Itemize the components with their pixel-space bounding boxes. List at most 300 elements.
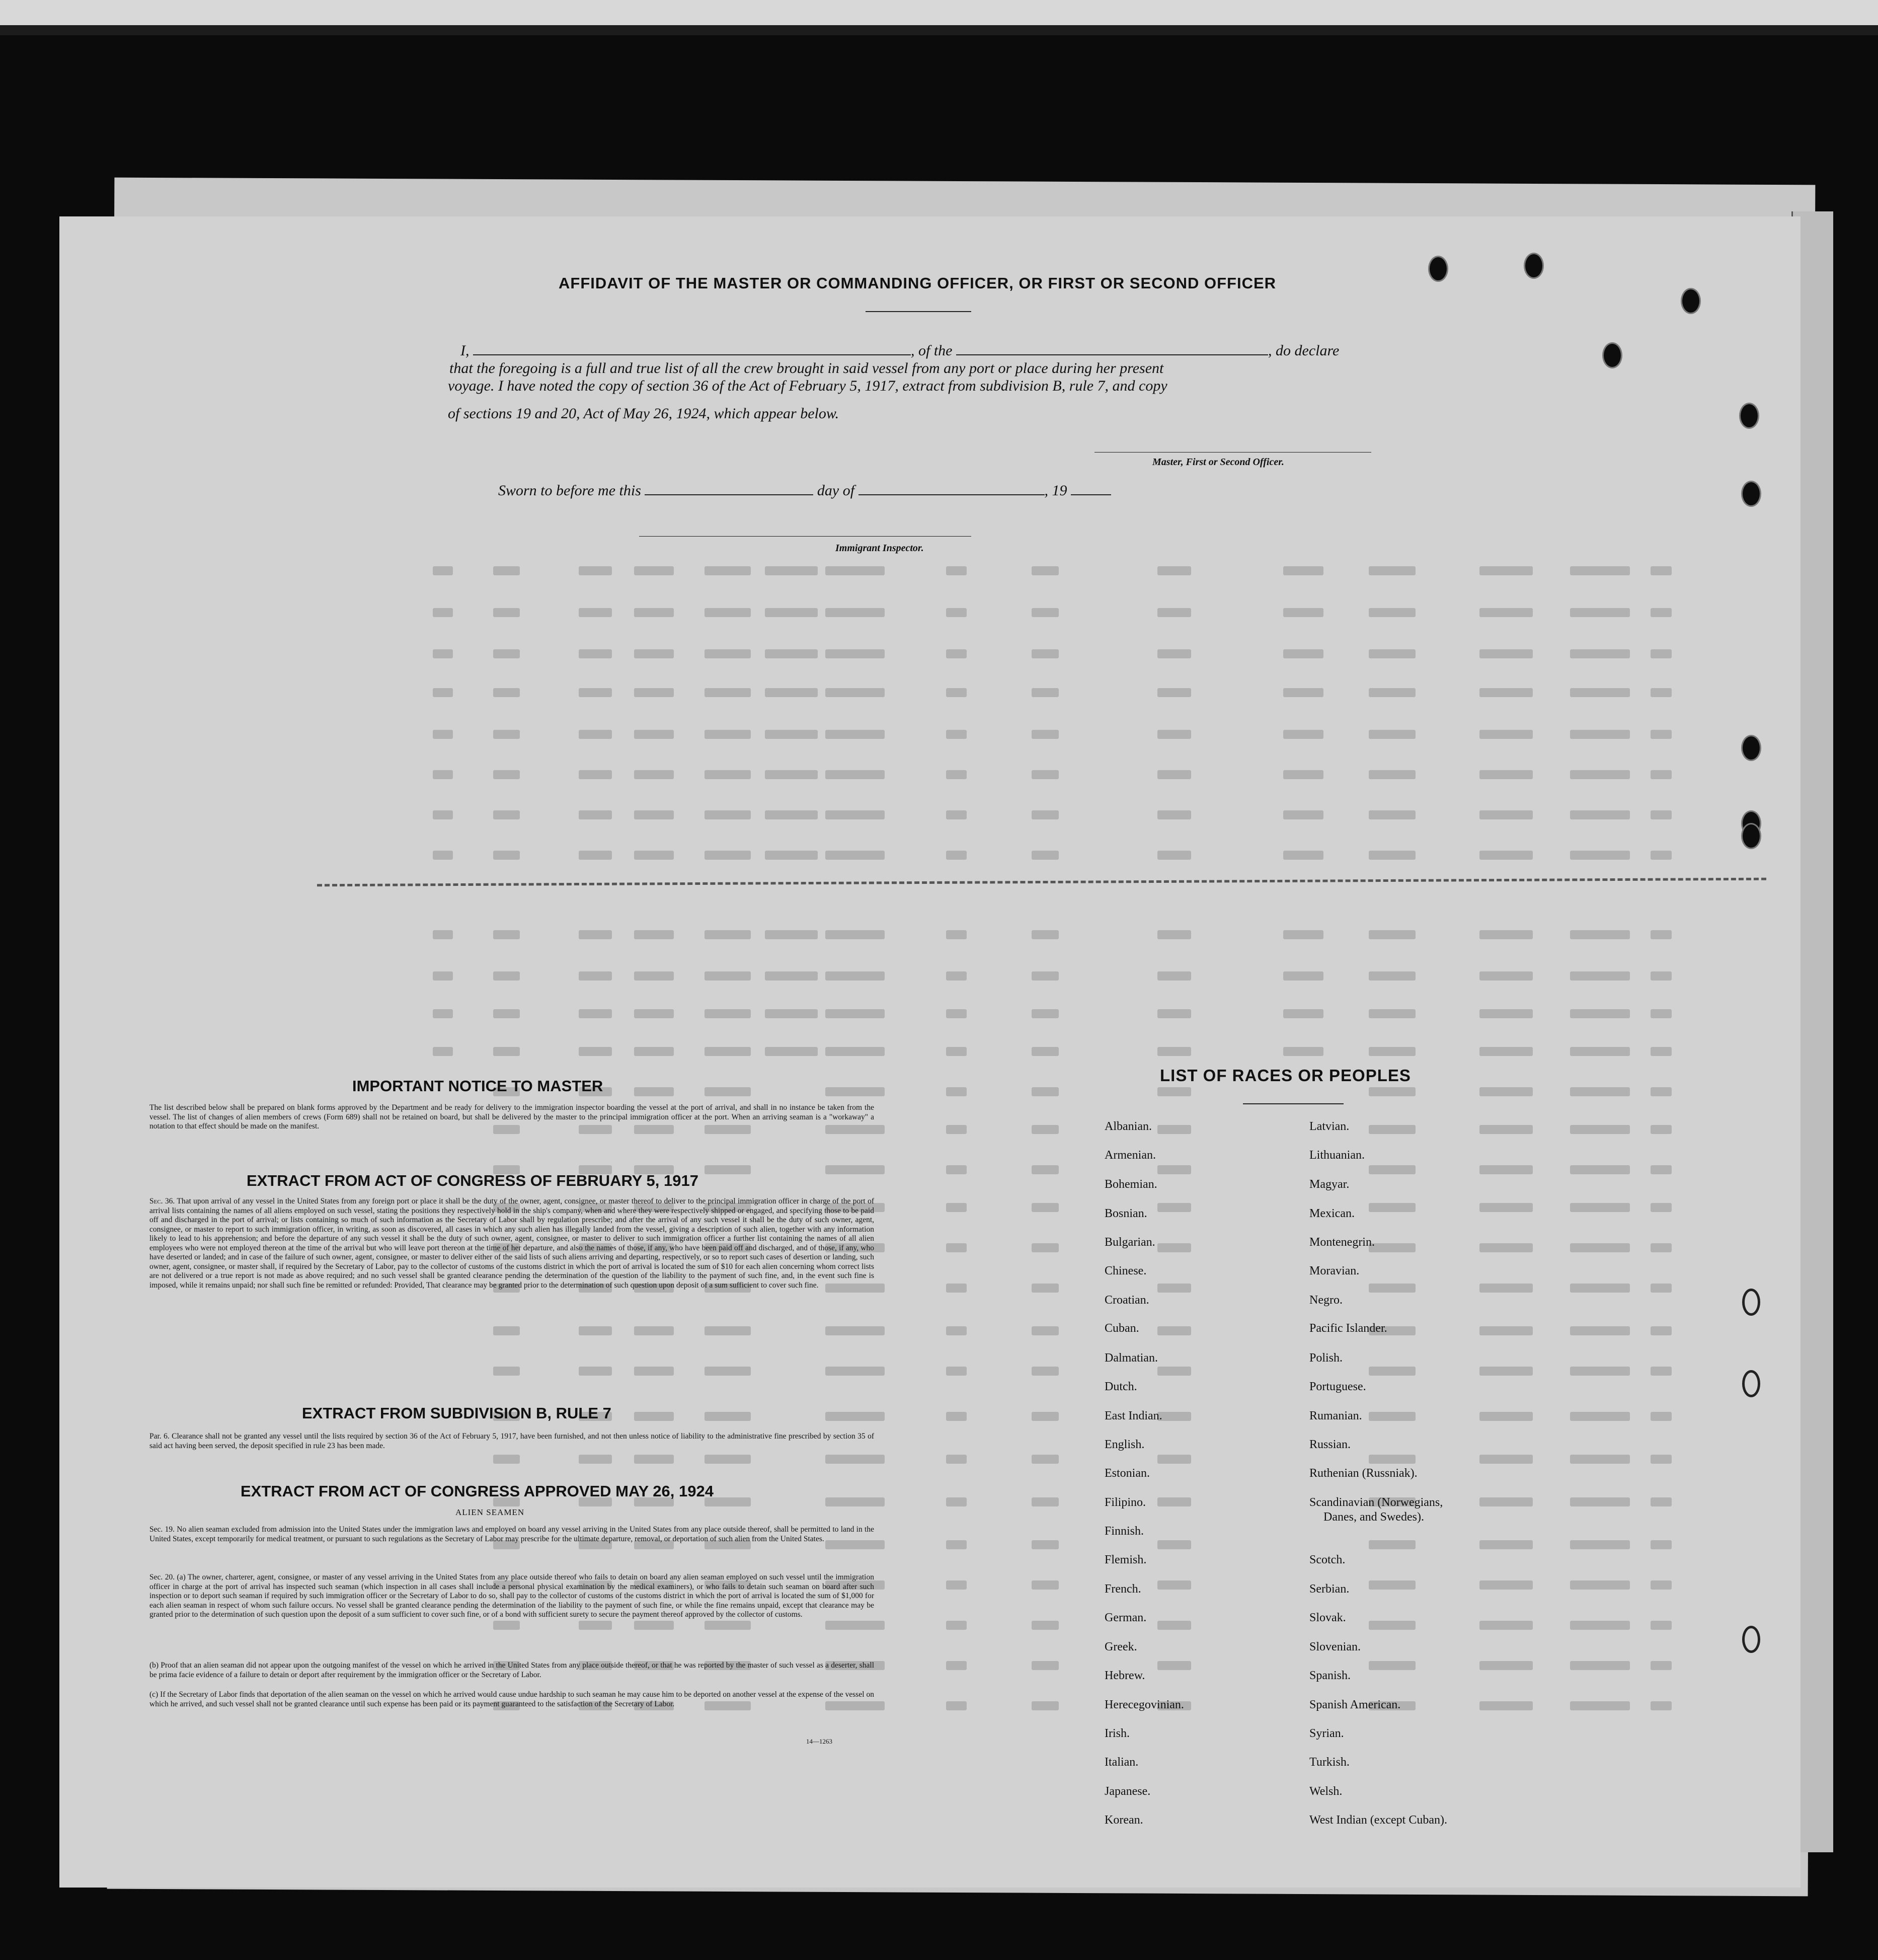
bleed-through-mark: [1283, 851, 1323, 860]
affidavit-of-the: , of the: [911, 342, 953, 359]
bleed-through-mark: [705, 1326, 751, 1335]
race-item: Spanish American.: [1309, 1698, 1401, 1711]
bleed-through-row: [393, 644, 1751, 664]
bleed-through-row: [393, 1321, 1751, 1341]
bleed-through-mark: [1032, 1580, 1059, 1590]
bleed-through-mark: [705, 608, 751, 617]
bleed-through-mark: [946, 971, 967, 981]
bleed-through-mark: [634, 1009, 674, 1018]
bleed-through-mark: [1283, 608, 1323, 617]
bleed-through-mark: [825, 1455, 885, 1464]
bleed-through-mark: [705, 1047, 751, 1056]
bleed-through-mark: [1651, 810, 1672, 819]
bleed-through-mark: [946, 1047, 967, 1056]
bleed-through-mark: [1651, 1580, 1672, 1590]
bleed-through-row: [393, 683, 1751, 703]
act-1924-sec20a: Sec. 20. (a) The owner, charterer, agent, consignee, or master of any vessel arriving in the United States from any place outside thereof who fails to detain on board any alien seaman employed on such vessel until the immigration officer in charge at the port of arrival has inspected such seaman (which inspection in all cases shall include a personal physical examination by the medical examiners), or who fails to detain such seaman on board after such inspection or to deport such seaman if required by such immigration officer or the Secretary of Labor to do so, shall pay to the collector of customs of the customs district in which the port of arrival is located the sum of $1,000 for each alien seaman in respect of whom such failure occurs. No vessel shall be granted clearance pending the determination of the liability to the payment of such fine, or while the fine remains unpaid, except that clearance may be granted prior to the determination of such question upon the deposit of a sum sufficient to cover such fine, or of a bond with sufficient surety to secure the payment thereof approved by the collector of customs.: [149, 1573, 874, 1619]
bleed-through-mark: [1570, 608, 1630, 617]
film-strip-shadow: [0, 25, 1878, 35]
bleed-through-mark: [634, 566, 674, 575]
bleed-through-mark: [1157, 1497, 1191, 1506]
bleed-through-mark: [1570, 1165, 1630, 1174]
race-item: Herecegovinian.: [1105, 1698, 1184, 1711]
race-item: Slovak.: [1309, 1611, 1346, 1624]
bleed-through-mark: [705, 851, 751, 860]
bleed-through-mark: [1157, 1009, 1191, 1018]
race-item: Lithuanian.: [1309, 1149, 1365, 1162]
bleed-through-mark: [1570, 851, 1630, 860]
bleed-through-mark: [1479, 1243, 1533, 1252]
race-item: Russian.: [1309, 1438, 1351, 1451]
race-item: Albanian.: [1105, 1120, 1152, 1133]
rule7-body: Par. 6. Clearance shall not be granted any vessel until the lists required by section 36 of the Act of February 5, 1917, have been furnished, and not then unless notice of liability to the administrative fine prescribed by section 35 of said act having been served, the deposit specified in rule 23 has been made.: [149, 1432, 874, 1450]
bleed-through-mark: [825, 688, 885, 697]
bleed-through-mark: [1157, 1284, 1191, 1293]
bleed-through-mark: [765, 608, 818, 617]
bleed-through-mark: [1032, 1125, 1059, 1134]
sworn-prefix: Sworn to before me this: [498, 482, 641, 499]
film-strip-top: [0, 0, 1878, 25]
sworn-year-field[interactable]: [1071, 483, 1111, 495]
bleed-through-mark: [1479, 1540, 1533, 1549]
bleed-through-mark: [493, 608, 520, 617]
bleed-through-mark: [433, 770, 453, 779]
bleed-through-mark: [1479, 810, 1533, 819]
race-item: Irish.: [1105, 1727, 1130, 1740]
bleed-through-mark: [634, 1047, 674, 1056]
bleed-through-mark: [433, 649, 453, 658]
bleed-through-mark: [1570, 566, 1630, 575]
bleed-through-mark: [1651, 1497, 1672, 1506]
master-name-field[interactable]: [473, 343, 911, 355]
bleed-through-mark: [493, 770, 520, 779]
bleed-through-mark: [765, 1009, 818, 1018]
bleed-through-mark: [634, 810, 674, 819]
bleed-through-mark: [946, 1203, 967, 1212]
act-1917-text: That upon arrival of any vessel in the United States from any foreign port or place it shall be the duty of the owner, agent, consignee, or master thereof to deliver to the principal immigration officer in charge of the port of arrival lists containing the names of all aliens employed on such vessel, stating the positions they respectively hold in the ship's company, when and where they were respectively shipped or engaged, and specifying those to be paid off and discharged in the port of arrival; or lists containing so much of such information as the Secretary of Labor shall by regulation prescribe; and after the arrival of any such vessel it shall be the duty of such owner, agent, consignee, or master to report to such immigration officer, in writing, as soon as discovered, all cases in which any such alien has illegally landed from the vessel, giving a description of such alien, together with any information likely to lead to his apprehension; and before the departure of any such vessel it shall be the duty of such owner, agent, consignee, or master to deliver to such immigration officer a further list containing the names of all alien employees who were not employed thereon at the time of the arrival but who will leave port thereon at the time of her departure, and also the names of those, if any, who have been paid off and discharged, and of those, if any, who have deserted or landed; and in case of the failure of such owner, agent, consignee, or master to deliver either of the said lists of such aliens arriving and departing, respectively, or so to report such cases of desertion or landing, such owner, agent, consignee, or master shall, if required by the Secretary of Labor, pay to the collector of customs of the customs district in which the port of arrival is located the sum of $10 for each alien concerning whom correct lists are not delivered or a true report is not made as above required; and no such vessel shall be granted clearance pending the determination of the question of the liability to the payment of such fine, and, in the event such fine is imposed, while it remains unpaid; nor shall such fine be remitted or refunded: Provided, That clearance may be granted prior to the determination of such question upon deposit of a sum sufficient to cover such fine.: [149, 1197, 874, 1290]
bleed-through-mark: [634, 1412, 674, 1421]
bleed-through-mark: [1157, 1203, 1191, 1212]
bleed-through-mark: [1157, 851, 1191, 860]
bleed-through-mark: [1651, 770, 1672, 779]
affidavit-line-1: [460, 342, 1339, 359]
race-item: Armenian.: [1105, 1149, 1156, 1162]
bleed-through-mark: [1369, 1621, 1416, 1630]
bleed-through-row: [393, 1450, 1751, 1470]
bleed-through-mark: [825, 971, 885, 981]
bleed-through-mark: [1651, 1203, 1672, 1212]
races-title-rule: [1243, 1103, 1344, 1104]
bleed-through-mark: [493, 1455, 520, 1464]
affidavit-i: I,: [460, 342, 469, 359]
bleed-through-mark: [1032, 1621, 1059, 1630]
bleed-through-mark: [1570, 1497, 1630, 1506]
bleed-through-mark: [946, 1284, 967, 1293]
race-item: Serbian.: [1309, 1582, 1350, 1596]
bleed-through-mark: [1283, 770, 1323, 779]
bleed-through-mark: [765, 1047, 818, 1056]
bleed-through-mark: [1032, 1284, 1059, 1293]
bleed-through-mark: [1157, 1087, 1191, 1096]
race-item: Japanese.: [1105, 1785, 1151, 1798]
bleed-through-mark: [1570, 730, 1630, 739]
race-item: Rumanian.: [1309, 1409, 1362, 1422]
bleed-through-mark: [1157, 930, 1191, 939]
bleed-through-mark: [1651, 971, 1672, 981]
bleed-through-mark: [1369, 770, 1416, 779]
sworn-line: [498, 482, 1111, 499]
bleed-through-mark: [1479, 930, 1533, 939]
bleed-through-mark: [1369, 566, 1416, 575]
bleed-through-mark: [1651, 1087, 1672, 1096]
bleed-through-mark: [579, 730, 612, 739]
bleed-through-mark: [1369, 1455, 1416, 1464]
bleed-through-mark: [705, 810, 751, 819]
vessel-name-field[interactable]: [956, 343, 1268, 355]
bleed-through-mark: [1651, 608, 1672, 617]
bleed-through-mark: [1570, 1367, 1630, 1376]
bleed-through-mark: [765, 770, 818, 779]
race-item: Chinese.: [1105, 1264, 1147, 1277]
punch-hole: [1681, 288, 1701, 314]
race-item: Slovenian.: [1309, 1640, 1361, 1653]
bleed-through-mark: [1651, 1540, 1672, 1549]
bleed-through-mark: [1369, 1580, 1416, 1590]
bleed-through-mark: [1283, 688, 1323, 697]
bleed-through-mark: [493, 566, 520, 575]
bleed-through-mark: [634, 1326, 674, 1335]
bleed-through-mark: [1369, 1367, 1416, 1376]
bleed-through-mark: [1157, 971, 1191, 981]
bleed-through-mark: [765, 649, 818, 658]
bleed-through-mark: [1479, 1087, 1533, 1096]
bleed-through-row: [393, 1042, 1751, 1062]
bleed-through-mark: [1032, 1661, 1059, 1670]
bleed-through-mark: [705, 971, 751, 981]
bleed-through-mark: [1479, 1661, 1533, 1670]
race-item: Scandinavian (Norwegians,: [1309, 1496, 1443, 1509]
bleed-through-mark: [433, 566, 453, 575]
bleed-through-mark: [1032, 1497, 1059, 1506]
bleed-through-mark: [1651, 1284, 1672, 1293]
notice-master-title: IMPORTANT NOTICE TO MASTER: [352, 1077, 603, 1095]
bleed-through-mark: [1157, 810, 1191, 819]
bleed-through-mark: [493, 1009, 520, 1018]
bleed-through-mark: [1570, 810, 1630, 819]
bleed-through-mark: [946, 1165, 967, 1174]
bleed-through-mark: [825, 930, 885, 939]
race-item: Polish.: [1309, 1351, 1343, 1365]
bleed-through-mark: [634, 1367, 674, 1376]
sworn-day-field[interactable]: [645, 483, 813, 495]
bleed-through-mark: [1479, 730, 1533, 739]
bleed-through-mark: [1570, 1621, 1630, 1630]
bleed-through-mark: [1570, 971, 1630, 981]
bleed-through-mark: [1369, 1087, 1416, 1096]
bleed-through-mark: [1032, 1701, 1059, 1710]
bleed-through-mark: [1157, 1455, 1191, 1464]
bleed-through-mark: [825, 1412, 885, 1421]
bleed-through-mark: [579, 688, 612, 697]
race-item: Italian.: [1105, 1756, 1139, 1769]
sworn-day-of: day of: [817, 482, 855, 499]
race-item: French.: [1105, 1582, 1141, 1596]
bleed-through-mark: [493, 649, 520, 658]
race-item: West Indian (except Cuban).: [1309, 1814, 1447, 1827]
bleed-through-mark: [825, 649, 885, 658]
bleed-through-mark: [493, 730, 520, 739]
bleed-through-mark: [493, 930, 520, 939]
punch-hole: [1741, 481, 1761, 507]
bleed-through-mark: [433, 608, 453, 617]
bleed-through-mark: [1651, 1047, 1672, 1056]
bleed-through-row: [393, 1362, 1751, 1382]
inspector-signature-line[interactable]: [639, 536, 971, 537]
bleed-through-mark: [1651, 730, 1672, 739]
bleed-through-mark: [705, 649, 751, 658]
bleed-through-mark: [946, 1497, 967, 1506]
bleed-through-mark: [1651, 1455, 1672, 1464]
bleed-through-mark: [1157, 688, 1191, 697]
bleed-through-row: [393, 603, 1751, 623]
race-item: East Indian.: [1105, 1409, 1162, 1422]
bleed-through-mark: [579, 851, 612, 860]
act-1924-sec19: Sec. 19. No alien seaman excluded from admission into the United States under the immigration laws and employed on board any vessel arriving in the United States from any place outside thereof, shall be permitted to land in the United States, except temporarily for medical treatment, or pursuant to such regulations as the Secretary of Labor may prescribe for the ultimate departure, removal, or deportation of such alien from the United States.: [149, 1525, 874, 1543]
race-item: Korean.: [1105, 1814, 1143, 1827]
bleed-through-row: [393, 805, 1751, 825]
bleed-through-mark: [1032, 1087, 1059, 1096]
bleed-through-mark: [765, 971, 818, 981]
bleed-through-mark: [946, 1367, 967, 1376]
bleed-through-mark: [705, 1087, 751, 1096]
bleed-through-mark: [946, 770, 967, 779]
bleed-through-mark: [634, 770, 674, 779]
bleed-through-mark: [1651, 1125, 1672, 1134]
bleed-through-mark: [946, 688, 967, 697]
race-item: Cuban.: [1105, 1322, 1139, 1335]
bleed-through-mark: [1369, 971, 1416, 981]
bleed-through-mark: [579, 608, 612, 617]
bleed-through-mark: [705, 1009, 751, 1018]
bleed-through-mark: [1032, 1047, 1059, 1056]
bleed-through-mark: [1157, 649, 1191, 658]
bleed-through-mark: [825, 1009, 885, 1018]
bleed-through-mark: [579, 649, 612, 658]
race-item: Bulgarian.: [1105, 1236, 1155, 1249]
bleed-through-mark: [946, 930, 967, 939]
sworn-month-field[interactable]: [858, 483, 1045, 495]
bleed-through-mark: [1651, 1009, 1672, 1018]
bleed-through-mark: [1369, 851, 1416, 860]
bleed-through-mark: [493, 688, 520, 697]
bleed-through-row: [393, 925, 1751, 945]
bleed-through-mark: [825, 1497, 885, 1506]
bleed-through-mark: [1479, 1009, 1533, 1018]
bleed-through-mark: [825, 1087, 885, 1096]
bleed-through-mark: [1032, 1367, 1059, 1376]
act-1917-body: [149, 1197, 874, 1290]
bleed-through-mark: [1283, 649, 1323, 658]
race-item: Bohemian.: [1105, 1178, 1157, 1191]
bleed-through-mark: [634, 851, 674, 860]
bleed-through-mark: [1157, 1412, 1191, 1421]
bleed-through-mark: [1479, 1125, 1533, 1134]
race-item: Spanish.: [1309, 1669, 1351, 1682]
race-item: Syrian.: [1309, 1727, 1344, 1740]
bleed-through-mark: [1651, 1412, 1672, 1421]
bleed-through-mark: [1570, 1580, 1630, 1590]
race-item: German.: [1105, 1611, 1147, 1624]
bleed-through-mark: [705, 930, 751, 939]
bleed-through-mark: [1369, 688, 1416, 697]
bleed-through-mark: [634, 608, 674, 617]
bleed-through-mark: [1157, 1243, 1191, 1252]
bleed-through-mark: [1369, 810, 1416, 819]
race-item: Pacific Islander.: [1309, 1322, 1387, 1335]
race-item: Dutch.: [1105, 1380, 1137, 1393]
bleed-through-mark: [946, 810, 967, 819]
bleed-through-mark: [1479, 851, 1533, 860]
bleed-through-mark: [634, 688, 674, 697]
bleed-through-mark: [1570, 649, 1630, 658]
race-item: Estonian.: [1105, 1467, 1150, 1480]
race-item: Filipino.: [1105, 1496, 1146, 1509]
bleed-through-mark: [493, 851, 520, 860]
bleed-through-mark: [946, 1009, 967, 1018]
rule7-title: EXTRACT FROM SUBDIVISION B, RULE 7: [302, 1404, 611, 1422]
bleed-through-mark: [1032, 649, 1059, 658]
act-1924-subtitle: ALIEN SEAMEN: [455, 1507, 525, 1517]
sworn-year: , 19: [1044, 482, 1067, 499]
bleed-through-mark: [1479, 1580, 1533, 1590]
bleed-through-mark: [1283, 971, 1323, 981]
bleed-through-mark: [946, 1125, 967, 1134]
bleed-through-mark: [1570, 1203, 1630, 1212]
bleed-through-mark: [493, 810, 520, 819]
bleed-through-row: [393, 966, 1751, 987]
race-item: English.: [1105, 1438, 1145, 1451]
bleed-through-row: [393, 765, 1751, 785]
form-number: 14—1263: [806, 1738, 832, 1745]
bleed-through-mark: [1651, 566, 1672, 575]
race-item: Magyar.: [1309, 1178, 1350, 1191]
bleed-through-mark: [1369, 1125, 1416, 1134]
bleed-through-mark: [1369, 1661, 1416, 1670]
bleed-through-mark: [1157, 1580, 1191, 1590]
punch-hole: [1524, 253, 1544, 279]
bleed-through-mark: [705, 1455, 751, 1464]
bleed-through-mark: [705, 1367, 751, 1376]
bleed-through-mark: [1369, 930, 1416, 939]
bleed-through-mark: [825, 608, 885, 617]
inspector-caption: Immigrant Inspector.: [835, 543, 924, 554]
bleed-through-mark: [1157, 1367, 1191, 1376]
bleed-through-mark: [1283, 730, 1323, 739]
bleed-through-mark: [1157, 566, 1191, 575]
bleed-through-mark: [1479, 608, 1533, 617]
bleed-through-mark: [1570, 1243, 1630, 1252]
bleed-through-mark: [579, 566, 612, 575]
bleed-through-mark: [946, 1661, 967, 1670]
bleed-through-mark: [1157, 770, 1191, 779]
bleed-through-mark: [1369, 1165, 1416, 1174]
bleed-through-mark: [825, 566, 885, 575]
bleed-through-mark: [946, 730, 967, 739]
bleed-through-mark: [1479, 649, 1533, 658]
bleed-through-mark: [634, 730, 674, 739]
bleed-through-mark: [433, 1047, 453, 1056]
bleed-through-mark: [1032, 810, 1059, 819]
bleed-through-row: [393, 846, 1751, 866]
bleed-through-mark: [433, 730, 453, 739]
bleed-through-mark: [1283, 566, 1323, 575]
bleed-through-mark: [1570, 1087, 1630, 1096]
bleed-through-row: [393, 725, 1751, 745]
bleed-through-mark: [825, 1367, 885, 1376]
bleed-through-mark: [634, 1621, 674, 1630]
race-item: Turkish.: [1309, 1756, 1350, 1769]
bleed-through-mark: [1283, 930, 1323, 939]
bleed-through-mark: [433, 930, 453, 939]
bleed-through-mark: [579, 971, 612, 981]
punch-hole: [1739, 403, 1759, 429]
bleed-through-mark: [1570, 1661, 1630, 1670]
bleed-through-mark: [433, 851, 453, 860]
bleed-through-mark: [1570, 930, 1630, 939]
bleed-through-mark: [1570, 1701, 1630, 1710]
bleed-through-row: [393, 1004, 1751, 1024]
bleed-through-mark: [493, 1047, 520, 1056]
bleed-through-mark: [1651, 1243, 1672, 1252]
bleed-through-mark: [1479, 1621, 1533, 1630]
bleed-through-mark: [1479, 1203, 1533, 1212]
bleed-through-mark: [433, 1009, 453, 1018]
bleed-through-mark: [765, 851, 818, 860]
bleed-through-mark: [1283, 810, 1323, 819]
race-item: Greek.: [1105, 1640, 1137, 1653]
bleed-through-mark: [1651, 1661, 1672, 1670]
bleed-through-mark: [433, 971, 453, 981]
bleed-through-mark: [1157, 1326, 1191, 1335]
bleed-through-mark: [1157, 730, 1191, 739]
bleed-through-mark: [579, 1047, 612, 1056]
bleed-through-mark: [493, 971, 520, 981]
bleed-through-mark: [946, 649, 967, 658]
affidavit-declare: , do declare: [1268, 342, 1340, 359]
bleed-through-mark: [765, 730, 818, 739]
bleed-through-mark: [1032, 1540, 1059, 1549]
bleed-through-mark: [825, 1047, 885, 1056]
bleed-through-mark: [1032, 1203, 1059, 1212]
act-1917-title: EXTRACT FROM ACT OF CONGRESS OF FEBRUARY 5, 1917: [247, 1172, 698, 1189]
race-item: Bosnian.: [1105, 1207, 1147, 1220]
race-item: Montenegrin.: [1309, 1236, 1375, 1249]
bleed-through-mark: [1032, 851, 1059, 860]
bleed-through-mark: [1369, 1412, 1416, 1421]
bleed-through-mark: [433, 688, 453, 697]
bleed-through-mark: [825, 810, 885, 819]
affidavit-line-4: of sections 19 and 20, Act of May 26, 1924, which appear below.: [448, 405, 839, 422]
bleed-through-mark: [1032, 1412, 1059, 1421]
bleed-through-mark: [634, 649, 674, 658]
bleed-through-mark: [1032, 1165, 1059, 1174]
bleed-through-mark: [1570, 1540, 1630, 1549]
bleed-through-mark: [1479, 566, 1533, 575]
bleed-through-mark: [1651, 1165, 1672, 1174]
signature-line[interactable]: [1094, 452, 1371, 453]
bleed-through-mark: [1570, 1047, 1630, 1056]
bleed-through-mark: [1157, 608, 1191, 617]
